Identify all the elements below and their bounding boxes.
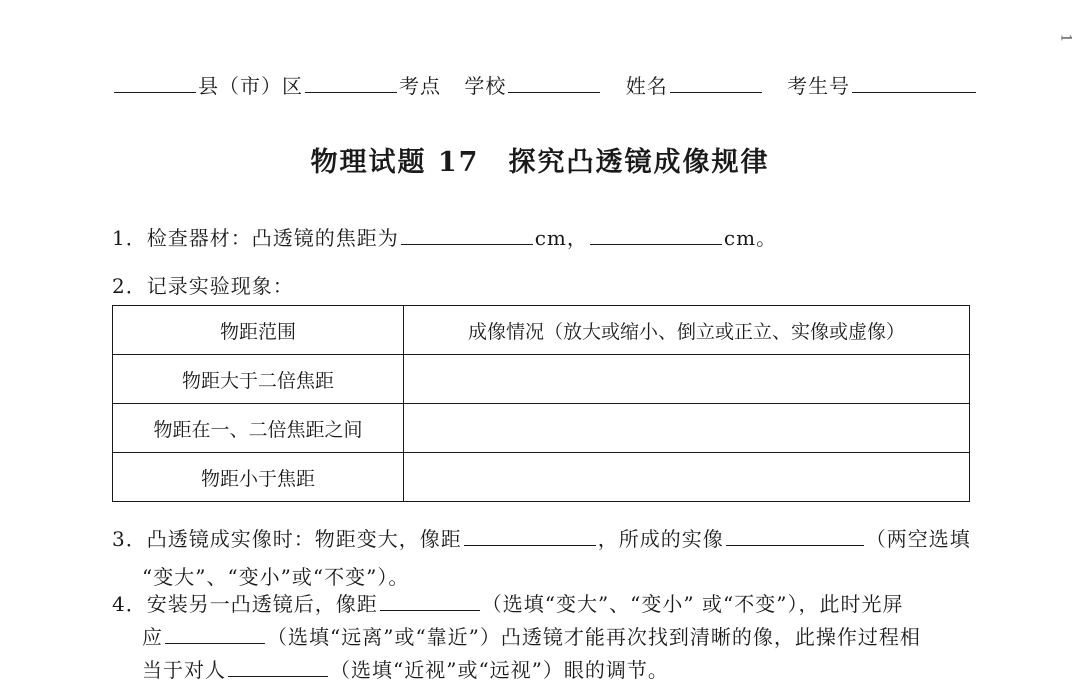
page-title: 物理试题 17 探究凸透镜成像规律 [310,147,770,178]
answer-cell-between-f-2f[interactable] [404,404,970,453]
row-label-beyond-2f: 物距大于二倍焦距 [113,355,404,404]
table-row [113,453,970,502]
header-image-situation: 成像情况（放大或缩小、倒立或正立、实像或虚像） [404,306,970,355]
q4-line3 [112,654,921,687]
answer-cell-beyond-2f[interactable] [404,355,970,404]
candidate-info-line [112,70,978,99]
q4-part2: （选填“变大”、“变小” 或“不变”），此时光屏 [481,592,904,616]
exam-number-label: 考生号 [787,74,851,98]
q3-part3: （两空选填 [865,527,971,551]
q4-line2 [112,621,921,654]
q4-line2b: （选填“远离”或“靠近”）凸透镜才能再次找到清晰的像，此操作过程相 [267,625,921,649]
q1-unit-2: cm。 [723,226,778,250]
page-number: 1 [1057,33,1074,43]
school-label: 学校 [464,74,507,98]
q4-image-distance-blank[interactable] [380,590,480,611]
header-object-distance: 物距范围 [113,306,404,355]
q4-line2a: 应 [142,625,163,649]
county-blank[interactable] [114,72,196,93]
table-row [113,404,970,453]
question-4 [112,588,921,687]
q4-eye-type-blank[interactable] [228,656,328,677]
q4-line3a: 当于对人 [142,658,226,682]
exam-site-blank[interactable] [305,72,397,93]
q4-part1: 4．安装另一凸透镜后，像距 [112,592,378,616]
exam-number-blank[interactable] [852,72,976,93]
question-1 [112,222,777,251]
table-header-row [113,306,970,355]
q3-line2: “变大”、“变小”或“不变”）。 [142,565,410,589]
q3-part1: 3．凸透镜成实像时：物距变大，像距 [112,527,462,551]
county-label: 县（市）区 [198,74,303,98]
question-2: 2．记录实验现象： [112,274,294,298]
school-blank[interactable] [508,72,600,93]
q3-image-distance-blank[interactable] [464,525,596,546]
answer-cell-within-f[interactable] [404,453,970,502]
name-label: 姓名 [625,74,668,98]
q1-focal-blank-2[interactable] [590,224,722,245]
q4-screen-move-blank[interactable] [165,623,265,644]
q1-text: 1．检查器材：凸透镜的焦距为 [112,226,399,250]
q3-part2: ，所成的实像 [597,527,724,551]
question-3 [112,523,971,590]
name-blank[interactable] [670,72,762,93]
q1-unit-1: cm， [534,226,588,250]
table-row [113,355,970,404]
row-label-between-f-2f: 物距在一、二倍焦距之间 [113,404,404,453]
row-label-within-f: 物距小于焦距 [113,453,404,502]
q4-line3b: （选填“近视”或“远视”）眼的调节。 [330,658,669,682]
exam-site-label: 考点 [399,74,441,98]
q3-real-image-blank[interactable] [726,525,864,546]
q1-focal-blank-1[interactable] [401,224,533,245]
record-table [112,305,970,502]
